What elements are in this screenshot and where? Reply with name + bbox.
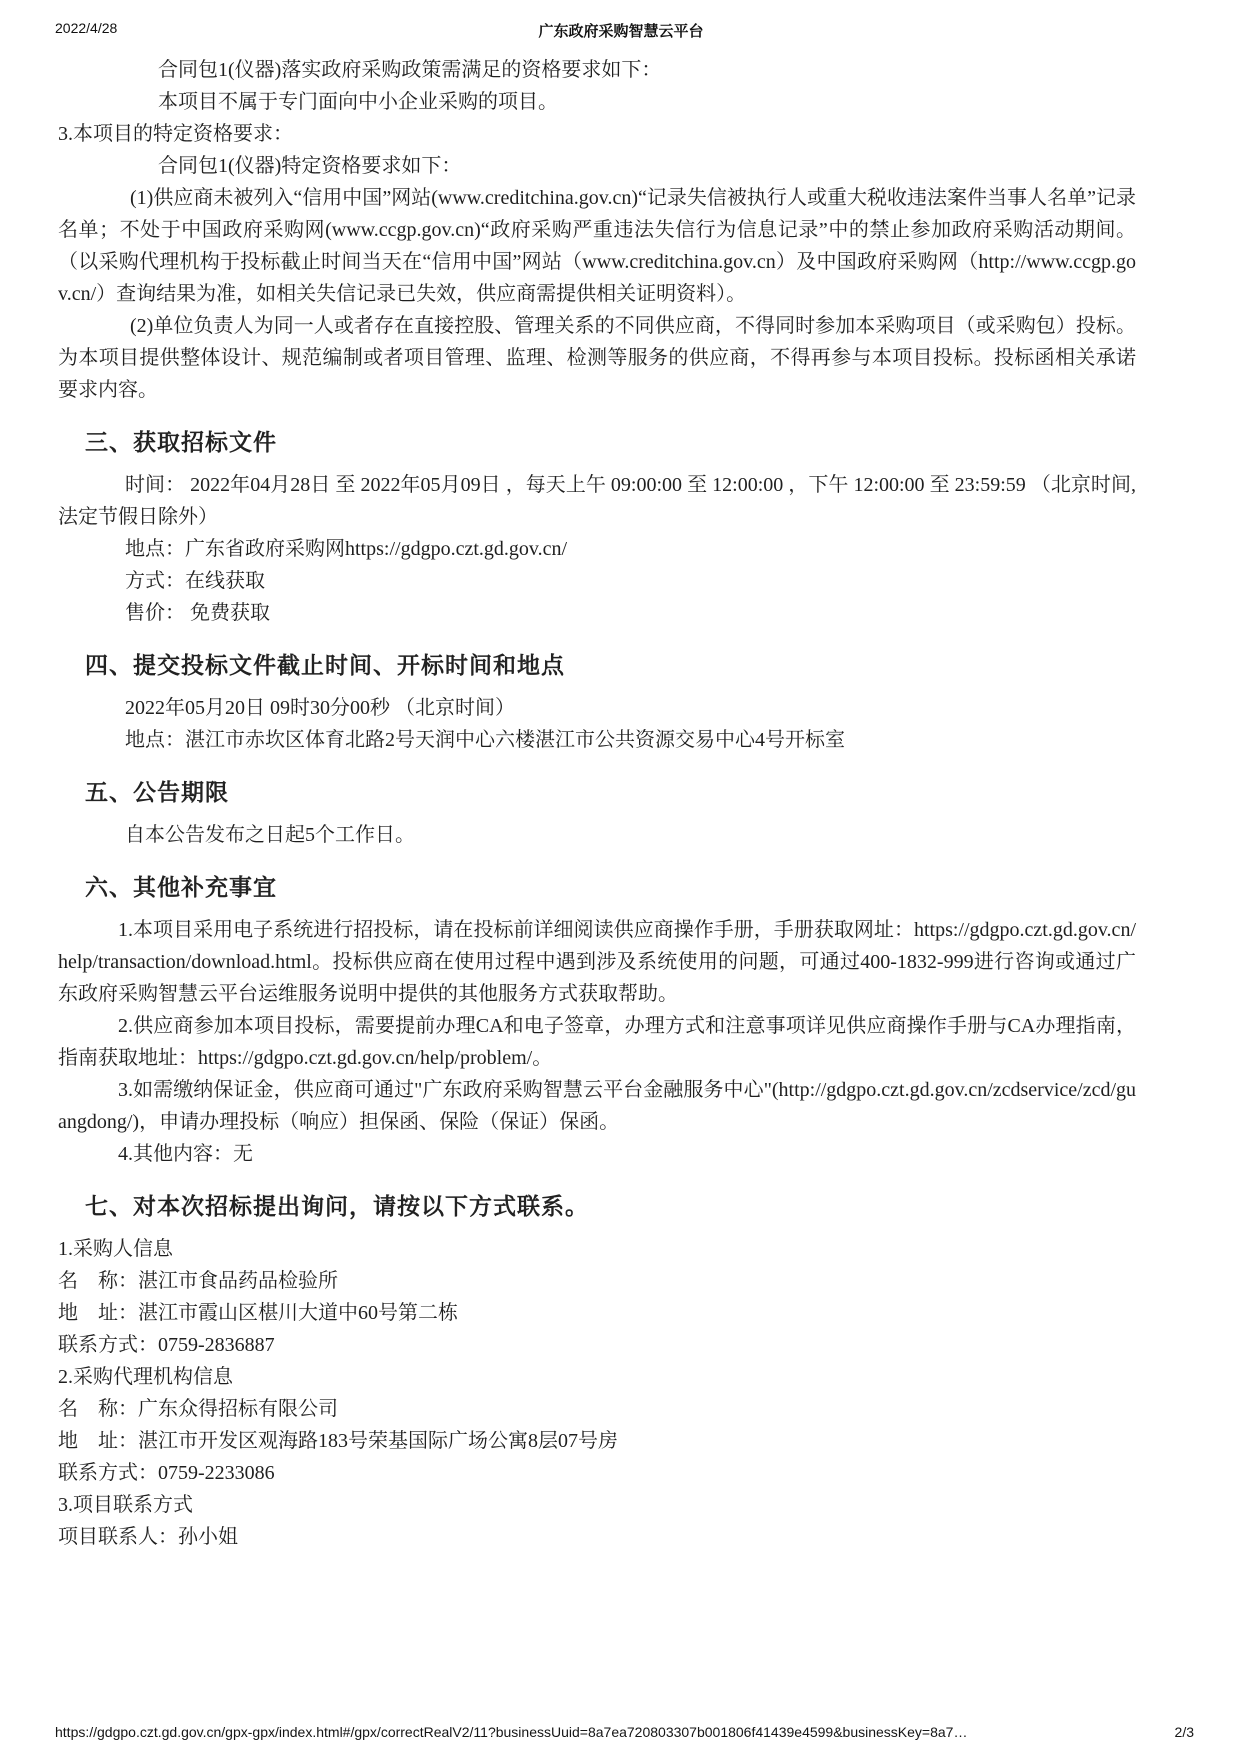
site-title: 广东政府采购智慧云平台 [538, 23, 704, 40]
doc-time-line: 时间： 2022年04月28日 至 2022年05月09日 ，每天上午 09:00:00 至 12:00:00 ，下午 12:00:00 至 23:59:59 （北京时间,法定节假日除外） [58, 474, 1136, 528]
purchaser-info-label: 1.采购人信息 [58, 1238, 173, 1260]
supplementary-item-4: 4.其他内容：无 [118, 1143, 253, 1165]
section-seven-heading: 七、对本次招标提出询问，请按以下方式联系。 [85, 1194, 589, 1219]
announcement-period-line: 自本公告发布之日起5个工作日。 [125, 824, 415, 846]
footer-url: https://gdgpo.czt.gd.gov.cn/gpx-gpx/index.html#/gpx/correctRealV2/11?businessUuid=8a7ea720803307b001806f41439e4599&businessKey=8a7… [55, 1724, 968, 1740]
purchaser-contact-line: 联系方式：0759-2836887 [58, 1334, 275, 1356]
agency-contact-line: 联系方式：0759-2233086 [58, 1462, 275, 1484]
specific-qualification-item: 3.本项目的特定资格要求： [58, 123, 293, 145]
section-six-heading: 六、其他补充事宜 [85, 875, 277, 900]
agency-info-label: 2.采购代理机构信息 [58, 1366, 233, 1388]
open-deadline-line: 2022年05月20日 09时30分00秒 （北京时间） [125, 697, 515, 719]
credit-china-paragraph: (1)供应商未被列入“信用中国”网站(www.creditchina.gov.cn)“记录失信被执行人或重大税收违法案件当事人名单”记录名单；不处于中国政府采购网(www.ccgp.gov.cn)“政府采购严重违法失信行为信息记录”中的禁止参加政府采购活动期间。（以采购代理机构于投标截止时间当天在“信用中国”网站（www.creditchina.gov.cn）及中国政府采购网（http://www.ccgp.gov.cn/）查询结果为准，如相关失信记录已失效，供应商需提供相关证明资料）。 [58, 187, 1136, 305]
purchaser-name-line: 名 称：湛江市食品药品检验所 [58, 1270, 338, 1292]
page-footer [55, 1724, 1194, 1740]
agency-address-line: 地 址：湛江市开发区观海路183号荣基国际广场公寓8层07号房 [58, 1430, 618, 1452]
doc-price-line: 售价： 免费获取 [125, 602, 270, 624]
purchaser-address-line: 地 址：湛江市霞山区椹川大道中60号第二栋 [58, 1302, 458, 1324]
supplementary-item-2: 2.供应商参加本项目投标，需要提前办理CA和电子签章，办理方式和注意事项详见供应商操作手册与CA办理指南，指南获取地址：https://gdgpo.czt.gd.gov.cn/help/problem/。 [58, 1015, 1136, 1069]
sme-statement-line: 本项目不属于专门面向中小企业采购的项目。 [158, 91, 558, 113]
footer-page-number: 2/3 [1174, 1724, 1194, 1740]
supplementary-item-3: 3.如需缴纳保证金，供应商可通过"广东政府采购智慧云平台金融服务中心"(http://gdgpo.czt.gd.gov.cn/zcdservice/zcd/guangdong/)，申请办理投标（响应）担保函、保险（保证）保函。 [58, 1079, 1136, 1133]
supplementary-item-1: 1.本项目采用电子系统进行招投标，请在投标前详细阅读供应商操作手册，手册获取网址：https://gdgpo.czt.gd.gov.cn/help/transaction/download.html。投标供应商在使用过程中遇到涉及系统使用的问题，可通过400-1832-999进行咨询或通过广东政府采购智慧云平台运维服务说明中提供的其他服务方式获取帮助。 [58, 919, 1136, 1005]
project-contact-label: 3.项目联系方式 [58, 1494, 193, 1516]
section-five-heading: 五、公告期限 [85, 780, 229, 805]
doc-method-line: 方式：在线获取 [125, 570, 265, 592]
doc-place-line: 地点：广东省政府采购网https://gdgpo.czt.gd.gov.cn/ [125, 538, 568, 560]
project-contact-person-line: 项目联系人：孙小姐 [58, 1526, 238, 1548]
qualification-intro-line: 合同包1(仪器)落实政府采购政策需满足的资格要求如下： [158, 59, 662, 81]
section-three-heading: 三、获取招标文件 [85, 430, 277, 455]
agency-name-line: 名 称：广东众得招标有限公司 [58, 1398, 338, 1420]
document-body [58, 54, 1136, 1553]
print-date: 2022/4/28 [55, 20, 118, 36]
package-requirement-line: 合同包1(仪器)特定资格要求如下： [158, 155, 462, 177]
page-header [0, 18, 1242, 44]
section-four-heading: 四、提交投标文件截止时间、开标时间和地点 [85, 653, 565, 678]
same-controller-paragraph: (2)单位负责人为同一人或者存在直接控股、管理关系的不同供应商，不得同时参加本采购项目（或采购包）投标。为本项目提供整体设计、规范编制或者项目管理、监理、检测等服务的供应商，不得再参与本项目投标。投标函相关承诺要求内容。 [58, 315, 1136, 401]
open-place-line: 地点：湛江市赤坎区体育北路2号天润中心六楼湛江市公共资源交易中心4号开标室 [125, 729, 845, 751]
